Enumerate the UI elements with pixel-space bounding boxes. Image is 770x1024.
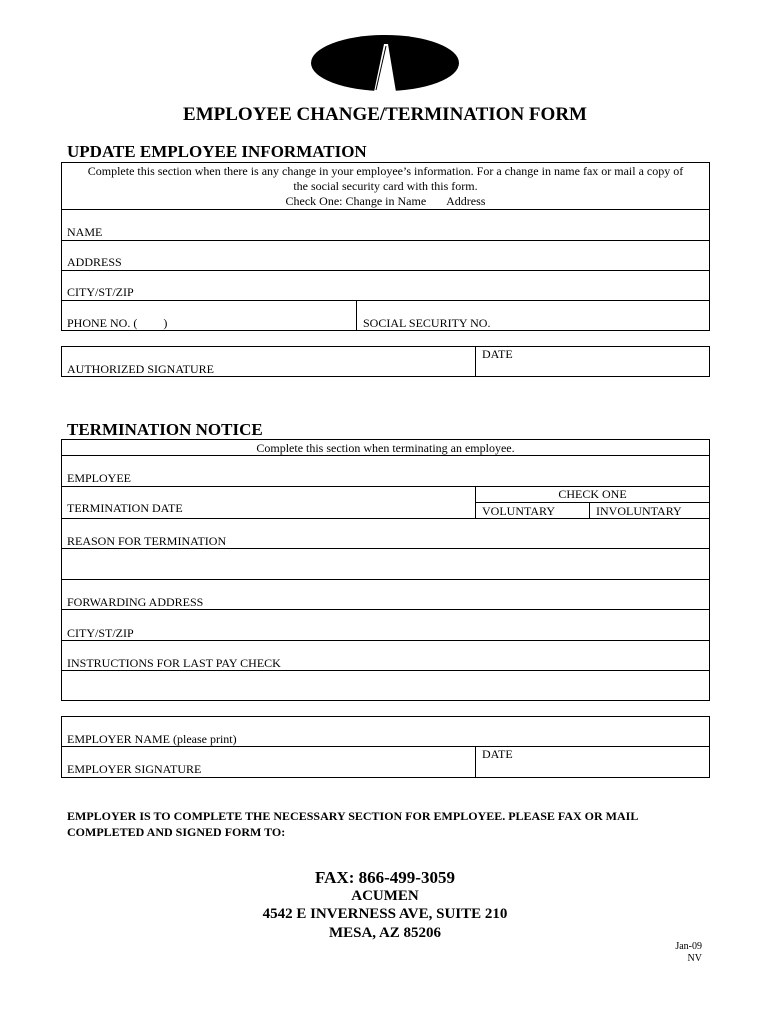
- employer-name-field[interactable]: EMPLOYER NAME (please print): [67, 732, 237, 746]
- voluntary-option[interactable]: VOLUNTARY: [482, 504, 556, 518]
- phone-field[interactable]: PHONE NO. ( ): [67, 316, 168, 330]
- authorized-signature-field[interactable]: AUTHORIZED SIGNATURE: [67, 362, 214, 376]
- termination-instructions: Complete this section when terminating an employee.: [256, 441, 515, 455]
- employer-date-field[interactable]: DATE: [482, 747, 513, 761]
- submission-notice: EMPLOYER IS TO COMPLETE THE NECESSARY SECTION FOR EMPLOYEE. PLEASE FAX OR MAIL COMPLETED AND SIGNED FORM TO:: [67, 809, 639, 839]
- reason-field[interactable]: REASON FOR TERMINATION: [67, 534, 227, 548]
- company-name: ACUMEN: [351, 888, 419, 904]
- address-field[interactable]: ADDRESS: [67, 255, 122, 269]
- check-one-label: CHECK ONE: [558, 487, 627, 501]
- forwarding-address-field[interactable]: FORWARDING ADDRESS: [67, 595, 204, 609]
- termination-heading: TERMINATION NOTICE: [67, 420, 263, 439]
- auth-date-field[interactable]: DATE: [482, 347, 513, 361]
- revision-info: Jan-09 NV: [675, 941, 702, 964]
- employer-signature-field[interactable]: EMPLOYER SIGNATURE: [67, 762, 202, 776]
- employee-field[interactable]: EMPLOYEE: [67, 471, 131, 485]
- street-address: 4542 E INVERNESS AVE, SUITE 210: [262, 906, 508, 922]
- termination-date-field[interactable]: TERMINATION DATE: [67, 501, 183, 515]
- form-title: EMPLOYEE CHANGE/TERMINATION FORM: [183, 104, 587, 125]
- city-st-zip-field[interactable]: CITY/ST/ZIP: [67, 285, 134, 299]
- fax-number: FAX: 866-499-3059: [315, 868, 455, 887]
- ssn-field[interactable]: SOCIAL SECURITY NO.: [363, 316, 491, 330]
- name-field[interactable]: NAME: [67, 225, 103, 239]
- acumen-logo: [310, 34, 460, 92]
- termination-city-field[interactable]: CITY/ST/ZIP: [67, 626, 134, 640]
- update-heading: UPDATE EMPLOYEE INFORMATION: [67, 142, 367, 161]
- last-pay-instructions-field[interactable]: INSTRUCTIONS FOR LAST PAY CHECK: [67, 656, 281, 670]
- update-instructions: Complete this section when there is any change in your employee’s information. For a change in name fax or mail a copy of the social security card with this form. Check One: Change in Name Address: [87, 164, 684, 208]
- city-address: MESA, AZ 85206: [328, 925, 442, 941]
- involuntary-option[interactable]: INVOLUNTARY: [596, 504, 682, 518]
